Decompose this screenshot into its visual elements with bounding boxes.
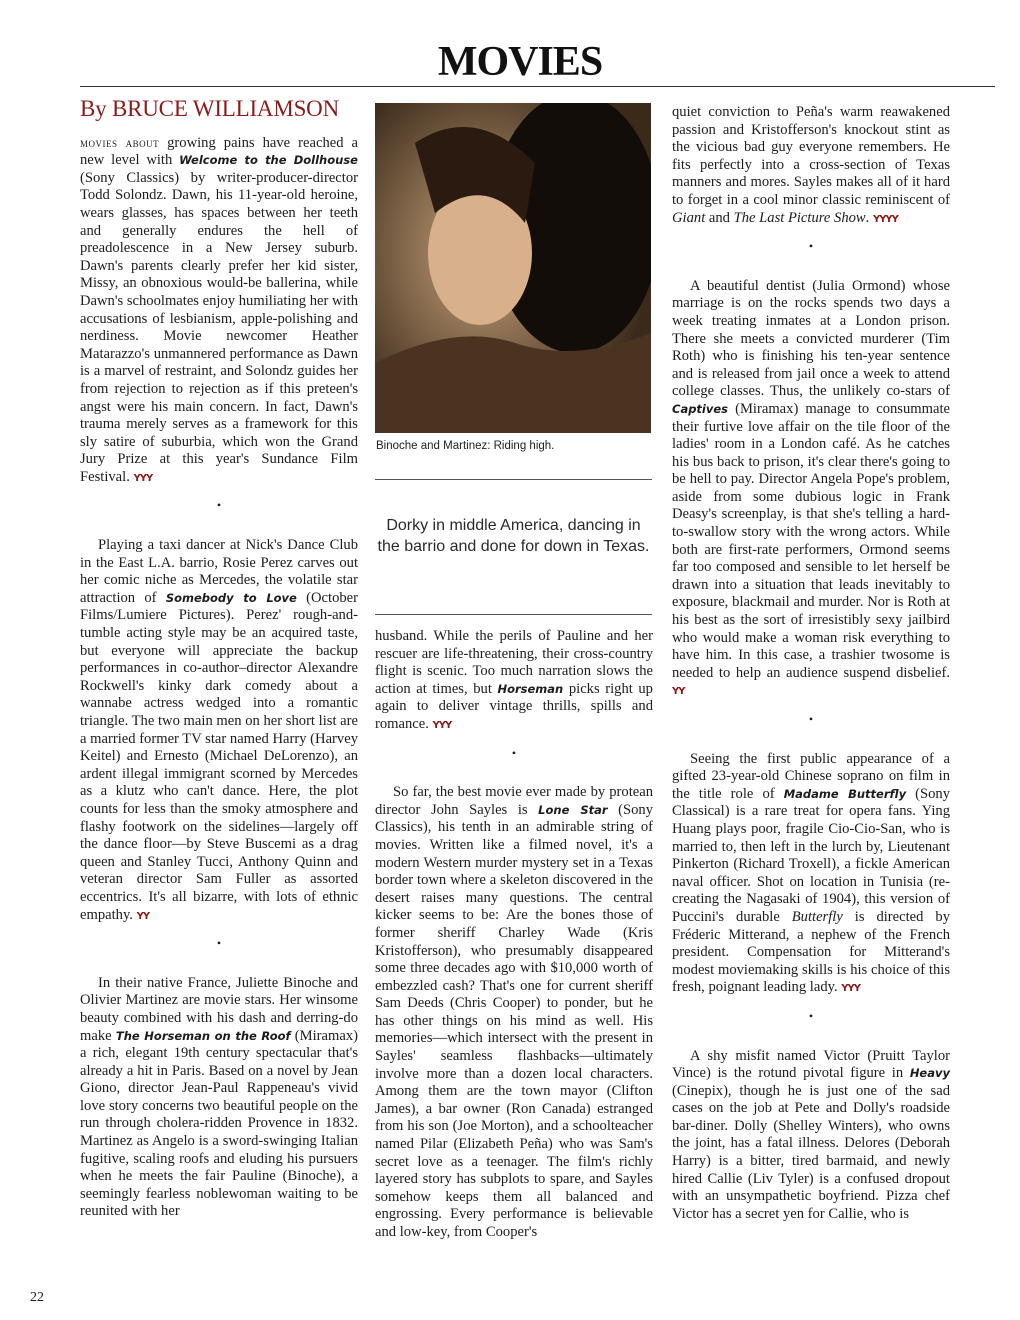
column-1 [80, 96, 359, 1231]
text: . [865, 209, 873, 226]
text: quiet conviction to Peña's warm reawakened passion and Kristofferson's knockout stint as the vicious bad guy everyone remembers. He fits perfectly into a cross-section of Texas manners and mores. Sayles makes all of it hard to forget in a cool minor classic reminiscent of [672, 104, 950, 208]
review-dollhouse [80, 134, 358, 488]
column-3 [672, 104, 950, 1233]
text: So far, the best movie ever made by protean director John Sayles is [375, 784, 653, 818]
review-madame-butterfly [672, 751, 950, 998]
text: (Miramax) a rich, elegant 19th century spectacular that's already a hit in Paris. Based on a novel by Jean Giono, director Jean-Paul Rappeneau's vivid love story concerns two beautiful people on the run through cholera-ridden Provence in 1832. Martinez as Angelo is a sword-swinging Italian fugitive, scaling roofs and eluding his pursuers when he meets the fair Pauline (Binoche), a seemingly fearless noblewoman waiting to be reunited with her [80, 1027, 358, 1220]
review-heavy [672, 1048, 950, 1224]
section-title: MOVIES [437, 39, 603, 85]
text: (Miramax) manage to consummate their furtive love affair on the tile floor of the ladies' room in a London café. As he catches his bus back to prison, it's clear there's going to be hell to pay. Director Angela Pope's problem, aside from some dubious logic in Frank Deasy's screenplay, is that she's telling a hard-to-swallow story with the wrong actors. While both are first-rate performers, Ormond seems far too composed and sensible to let herself be drawn into a situation that leads inevitably to exposure, blackmail and murder. Nor is Roth at his best as the sort of irresistibly sexy jailbird who would make a woman risk everything to have him. In this case, a trashier twosome is needed to help an audience suspend disbelief. [672, 400, 950, 681]
rating-icon: YY [672, 686, 685, 698]
text: husband. While the perils of Pauline and her rescuer are life-threatening, their cross-country flight is scenic. Too much narration slows the action at times, but [375, 628, 653, 697]
rating-icon: YYYY [872, 213, 898, 225]
page-number: 22 [30, 1290, 44, 1305]
text: A shy misfit named Victor (Pruitt Taylor Vince) is the rotund pivotal figure in [672, 1047, 950, 1082]
separator-dot: • [808, 712, 814, 726]
photo-illustration [375, 103, 651, 433]
review-captives [672, 278, 950, 701]
text: and [705, 209, 734, 226]
separator-dot: • [808, 239, 814, 254]
film-title: Butterfly [791, 908, 843, 925]
pullquote-rule-bottom [375, 614, 652, 615]
film-title: Horseman [497, 681, 564, 696]
separator-dot: • [511, 745, 517, 760]
text: (Sony Classics) by writer-producer-director Todd Solondz. Dawn, his 11-year-old heroine, wears glasses, has spaces between her teeth and generally endures the hell of preadolescence in a New Jersey suburb. Dawn's parents clearly prefer her kid sister, Missy, an obnoxious would-be ballerina, while Dawn's schoolmates enjoy humiliating her with accusations of lesbianism, apple-polishing and nerdiness. Movie newcomer Heather Matarazzo's unmannered performance as Dawn is a marvel of restraint, and Solondz guides her from rejection to rejection as if this preteen's angst were his main concern. In fact, Dawn's trauma merely serves as a framework for this sly satire of suburbia, which won the Grand Jury Prize at this year's Sundance Film Festival. [80, 169, 358, 485]
separator-dot: • [216, 936, 222, 951]
text: (Sony Classics), his tenth in an admirable string of movies. Written like a filmed novel, it's a modern Western murder mystery set in a Texas border town where a skeleton discovered in the desert raises many questions. The central kicker seems to be: Are the bones those of former sheriff Charley Wade (Kris Kristofferson), who presumably disappeared some three decades ago with $10,000 worth of embezzled cash? That's one for current sheriff Sam Deeds (Chris Cooper) to ponder, but he has other things on his mind as well. His memories—which intersect with the present in Sayles' seamless flashbacks—ultimately involve more than a dozen local characters. Among them are the town mayor (Clifton James), a bar owner (Ron Canada) estranged from his son (Joe Morton), and a schoolteacher named Pilar (Elizabeth Peña) who was Sam's secret love as a teenager. The film's richly layered story has subplots to spare, and Sayles somehow keeps them all balanced and engrossing. Every performance is believable and low-key, from Cooper's [375, 801, 653, 1240]
column-2 [375, 628, 653, 1252]
review-lone-star [375, 784, 653, 1241]
separator-dot: • [808, 1008, 814, 1023]
film-title: Madame Butterfly [783, 786, 907, 801]
film-title: Lone Star [538, 802, 608, 817]
text: Playing a taxi dancer at Nick's Dance Club in the East L.A. barrio, Rosie Perez carves out her comic niche as Mercedes, the volatile star attraction of [80, 537, 358, 606]
text: (Sony Classical) is a rare treat for opera fans. Ying Huang plays poor, fragile Cio-Cio-San, who is married to, then left in the lurch by, Lieutenant Pinkerton (Richard Troxell), a fickle American naval officer. Shot on location in Tunisia (re-creating the Nagasaki of 1904), this version of Puccini's durable [672, 785, 951, 925]
pullquote: Dorky in middle America, dancing in the barrio and done for down in Texas. [377, 517, 650, 555]
pullquote-rule-top [375, 479, 652, 480]
film-title: Welcome to the Dollhouse [179, 153, 358, 168]
text: A beautiful dentist (Julia Ormond) whose marriage is on the rocks spends two days a week treating inmates at a London prison. There she meets a convicted murderer (Tim Roth) who is finishing his ten-year sentence and is released from jail once a week to attend college classes. Thus, the unlikely co-stars of [672, 277, 950, 400]
review-horseman-continued [375, 628, 653, 735]
review-horseman [80, 975, 358, 1221]
text: (October Films/Lumiere Pictures). Perez' rough-and-tumble acting style may be an acquired taste, but everyone will appreciate the backup performances in co-author–director Alexandre Rockwell's kinky dark comedy about a wannabe actress wedged into a romantic triangle. The two main men on her short list are a married former TV star named Harry (Harvey Keitel) and Ernesto (Michael DeLorenzo), an ardent illegal immigrant scorned by Mercedes as a klutz who can't dance. Here, the plot counts for less than the smoky atmosphere and flashy footwork on the sidelines—largely off the dance floor—by Steve Buscemi as a drag queen and Stanley Tucci, Anthony Quinn and veteran director Sam Fuller as assorted eccentrics. It's all bizarre, with lots of ethnic empathy. [80, 589, 359, 923]
text: growing pains have reached a new level with [80, 134, 358, 169]
separator-dot: • [216, 498, 222, 513]
film-still-photo [375, 103, 651, 433]
text: picks right up again to deliver vintage thrills, spills and romance. [375, 680, 653, 732]
review-somebody-to-love [80, 537, 358, 925]
text: (Cinepix), though he is just one of the sad cases on the job at Pete and Dolly's roadside bar-diner. Dolly (Shelley Winters), who owns the joint, has a fatal illness. Delores (Deborah Harry) is a bitter, tired barmaid, and newly hired Callie (Liv Tyler) is a confused dropout with an unsympathetic boyfriend. Pizza chef Victor has a secret yen for Callie, who is [672, 1082, 950, 1222]
film-title: The Horseman on the Roof [115, 1028, 291, 1043]
film-title: The Last Picture Show [733, 209, 866, 226]
rating-icon: YYY [432, 719, 452, 731]
photo-caption: Binoche and Martinez: Riding high. [376, 440, 555, 452]
byline: By BRUCE WILLIAMSON [80, 96, 340, 121]
film-title: Somebody to Love [165, 590, 297, 605]
film-title: Giant [672, 209, 706, 226]
text: In their native France, Juliette Binoche and Olivier Martinez are movie stars. Her winsome beauty combined with his dash and derring-do make [80, 974, 358, 1044]
text: Seeing the first public appearance of a gifted 23-year-old Chinese soprano on film in the title role of [672, 750, 950, 802]
film-title: Heavy [909, 1066, 950, 1081]
header-rule [80, 86, 995, 87]
review-lone-star-continued [672, 104, 950, 228]
rating-icon: YYY [841, 983, 861, 995]
film-title: Captives [672, 401, 729, 416]
lead-in: movies about [80, 134, 160, 150]
text: is directed by Fréderic Mitterand, a nephew of the French president. Compensation for Mitterand's modest moviemaking skills is his choice of this fresh, poignant leading lady. [672, 908, 950, 996]
rating-icon: YY [136, 910, 150, 922]
rating-icon: YYY [133, 472, 153, 484]
